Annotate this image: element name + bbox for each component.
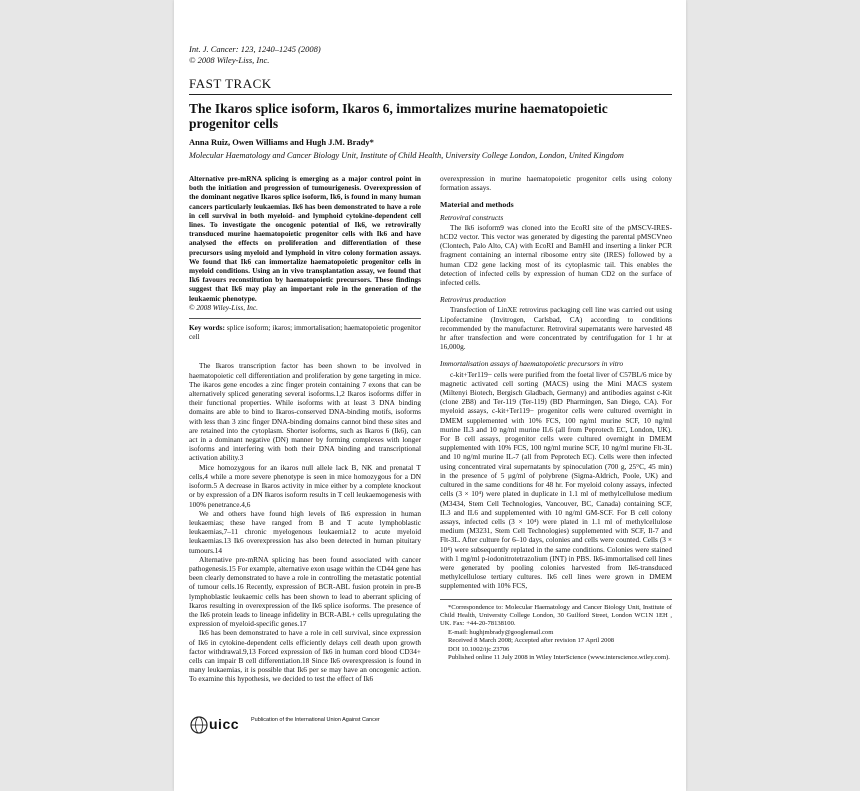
intro-paragraph: Ik6 has been demonstrated to have a role in cell survival, since expression of Ik6 in cytokine-dependent cells efficiently delays cell death upon growth factor withdrawal.9,13 Forced expression of Ik6 in human cord blood CD34+ cells can impair B cell differentiation.18 Since Ik6 overexpression is found in many leukaemias, it is possible that Ik6 per se may have an oncogenic action. To examine this hypothesis, we decided to test the effect of Ik6 xyxy=(189,628,421,684)
methods-paragraph: Transfection of LinXE retrovirus packaging cell line was carried out using Lipofectamine (Invitrogen, Carlsbad, CA) according to conditions recommended by the manufacturer. Retroviral supernatants were harvested 48 hr after transfection and were concentrated by centrifugation for 1 hr at 16,000g. xyxy=(440,305,672,352)
logo-text: uicc xyxy=(209,716,240,732)
uicc-logo xyxy=(189,713,243,743)
section-label: FAST TRACK xyxy=(189,76,672,95)
correspondence-line: Received 8 March 2008; Accepted after revision 17 April 2008 xyxy=(448,637,615,645)
page-content xyxy=(189,44,672,684)
publication-note: Publication of the International Union Against Cancer xyxy=(251,717,380,723)
methods-paragraph: The Ik6 isoform9 was cloned into the EcoRI site of the pMSCV-IRES-hCD2 vector. This vector was generated by digesting the parental pMSCVneo (Clontech, Palo Alto, CA) with EcoRI and BamHI and inserting a linker PCR fragment containing an internal ribosome entry site (IRES) followed by a human CD2 gene lacking most of its cytoplasmic tail. This enables the detection of infected cells by expression of human CD2 on the surface of infected cells. xyxy=(440,222,672,288)
intro-paragraph: Alternative pre-mRNA splicing has been found associated with cancer pathogenesis.15 For example, alternative exon usage within the CD44 gene has been clearly demonstrated to have a role in controlling the metastatic potential of tumour cells.16 Recently, expression of BCR-ABL fusion protein in pre-B lymphoblastic leukaemic cells has been shown to lead to aberrant splicing of Ikaros resulting in overexpression of the Ik6 splice isoforms. The presence of the Ik6 protein leads to lineage infidelity in BCR-ABL+ cells upregulating the expression of myeloid-specific genes.17 xyxy=(189,554,421,629)
keywords-label: Key words: xyxy=(189,323,225,333)
copyright-line: © 2008 Wiley-Liss, Inc. xyxy=(189,55,270,65)
methods-subheading: Retrovirus production xyxy=(440,295,506,305)
paper-page xyxy=(174,0,686,791)
intro-paragraph: We and others have found high levels of Ik6 expression in human leukaemias; these have ranged from B and T acute lymphoblastic leukaemias,7–11 chronic myelogenous leukaemia12 to acute myeloid leukaemias.13 Ik6 overexpression has also been detected in human pituitary tumours.14 xyxy=(189,508,421,555)
methods-subheading: Retroviral constructs xyxy=(440,212,504,222)
divider xyxy=(189,318,421,319)
correspondence-line: E-mail: hughjmbrady@googlemail.com xyxy=(448,628,554,636)
author-list: Anna Ruiz, Owen Williams and Hugh J.M. Brady* xyxy=(189,137,374,147)
left-column xyxy=(189,174,421,684)
methods-heading: Material and methods xyxy=(440,200,514,210)
correspondence-line: Published online 11 July 2008 in Wiley InterScience (www.interscience.wiley.com). xyxy=(448,653,670,661)
abstract-text: Alternative pre-mRNA splicing is emerging as a major control point in both the initiation and progression of tumourigenesis. Overexpression of the dominant negative Ikaros splice isoform, Ik6, is found in many human cancers particularly leukaemias. Ik6 has been demonstrated to have a role in cell survival in both myeloid- and lymphoid cytokine-dependent cell lines. To investigate the oncogenic potential of Ik6, we retrovirally transduced murine haematopoietic progenitor cells with Ik6 and have analysed the effects on proliferation and differentiation of these precursors using myeloid and lymphoid in vitro colony formation assays. We found that Ik6 can immortalize haematopoietic progenitor cells in myeloid conditions. Using an in vivo transplantation assay, we found that Ik6 favours reconstitution by haematopoietic precursors. These findings suggest that Ik6 may play an important role in the generation of the leukaemic phenotype. xyxy=(189,174,421,303)
correspondence-line: *Correspondence to: Molecular Haematology and Cancer Biology Unit, Institute of Child Health, University College London, 30 Guilford Street, London WC1N 1EH , UK. Fax: +44-20-78138100. xyxy=(440,603,672,628)
abstract xyxy=(189,174,421,303)
keywords xyxy=(189,323,421,341)
intro-paragraph: Mice homozygous for an ikaros null allele lack B, NK and prenatal T cells,4 while a more severe phenotype is seen in mice homozygous for a DN isoform.5 A decrease in Ikaros activity in mice either by a complete knockout or by expression of a DN Ikaros isoform results in T cell leukaemogenesis with 100% penetrance.4,6 xyxy=(189,462,421,509)
abstract-copyright: © 2008 Wiley-Liss, Inc. xyxy=(189,302,258,312)
keywords-text: splice isoform; ikaros; immortalisation; haematopoietic progenitor cell xyxy=(189,323,422,342)
page-footer xyxy=(189,713,429,743)
right-column xyxy=(440,174,672,662)
methods-subheading: Immortalisation assays of haematopoietic precursors in vitro xyxy=(440,359,624,369)
continuation-text: overexpression in murine haematopoietic progenitor cells using colony formation assays. xyxy=(440,174,672,193)
affiliation: Molecular Haematology and Cancer Biology Unit, Institute of Child Health, University College London, London, United Kingdom xyxy=(189,151,624,160)
intro-paragraph: The Ikaros transcription factor has been shown to be involved in haematopoietic cell differentiation and proliferation by gene targeting in mice. The ikaros gene encodes a zinc finger protein containing 7 exons that can be alternatively spliced generating several isoforms.1,2 Ikaros isoforms differ in their functional properties. While isoforms with at least 3 DNA binding domains are able to bind to Ikaros-conserved DNA-binding motifs, isoforms with less than 3 zinc finger DNA-binding domains cannot bind these sites and are retained into the cytoplasm. Shorter isoforms, such as Ikaros 6 (Ik6), can act in a dominant negative (DN) manner by forming complexes with longer isoforms and interfering with both their DNA binding and transcriptional activation ability.3 xyxy=(189,361,421,463)
correspondence-footnote xyxy=(440,599,672,663)
article-title: The Ikaros splice isoform, Ikaros 6, immortalizes murine haematopoietic progenitor cells xyxy=(189,101,608,131)
methods-paragraph: c-kit+Ter119− cells were purified from the foetal liver of C57BL/6 mice by magnetic activated cell sorting (MACS) using the Mini MACS system (Miltenyi Biotech, Bergisch Gladbach, Germany) and antibodies against c-Kit (clone 2B8) and Ter-119 (Ter-119) (BD Pharmingen, San Diego, CA). For myeloid assays, c-kit+Ter119− progenitor cells were cultured overnight in DMEM supplemented with 10% FCS, 100 ng/ml murine SCF, 10 ng/ml murine IL3 and 10 ng/ml murine IL6 (all from Peprotech EC, London, UK). For B cell assays, progenitor cells were cultured overnight in DMEM supplemented with 10% FCS, 100 ng/ml murine SCF, 10 ng/ml murine Flt-3L and 10 ng/ml murine IL-7 (all from Peprotech EC). Cells were then infected using concentrated viral supernatants by spinoculation (700 g, 25°C, 45 min) in the presence of 5 μg/ml of polybrene (Sigma-Aldrich, Poole, UK) and cultured in the same conditions for 48 hr. For myeloid colony assays, infected cells (3 × 10⁴) were plated in duplicate in 1.1 ml of methylcellulose medium (M3434, Stem Cell Technologies, Vancouver, BC, Canada) containing SCF, IL3 and IL6 and supplemented with 10 ng/ml GM-SCF. For B cell colony assays, infected cells (3 × 10⁴) were plated in 1.1 ml of methylcellulose medium (M3231, Stem Cell Technologies) supplemented with SCF, Il-7 and Flt-3L. After culture for 6–10 days, colonies and cells were counted. Cells (3 × 10⁴) were subsequently replated in the same conditions. Colonies were stained with 1 mg/ml p-iodonitrotetrazolium (INT) in PBS. Ik6-immortalised cell lines were generated by pooling colonies harvested from Ik6-transduced methylcellulose tertiary cultures. Ik6 cell lines were grown in DMEM supplemented with 10% FCS, xyxy=(440,369,672,591)
journal-citation: Int. J. Cancer: 123, 1240–1245 (2008) xyxy=(189,44,321,54)
globe-icon xyxy=(189,715,209,735)
correspondence-line: DOI 10.1002/ijc.23706 xyxy=(448,645,510,653)
